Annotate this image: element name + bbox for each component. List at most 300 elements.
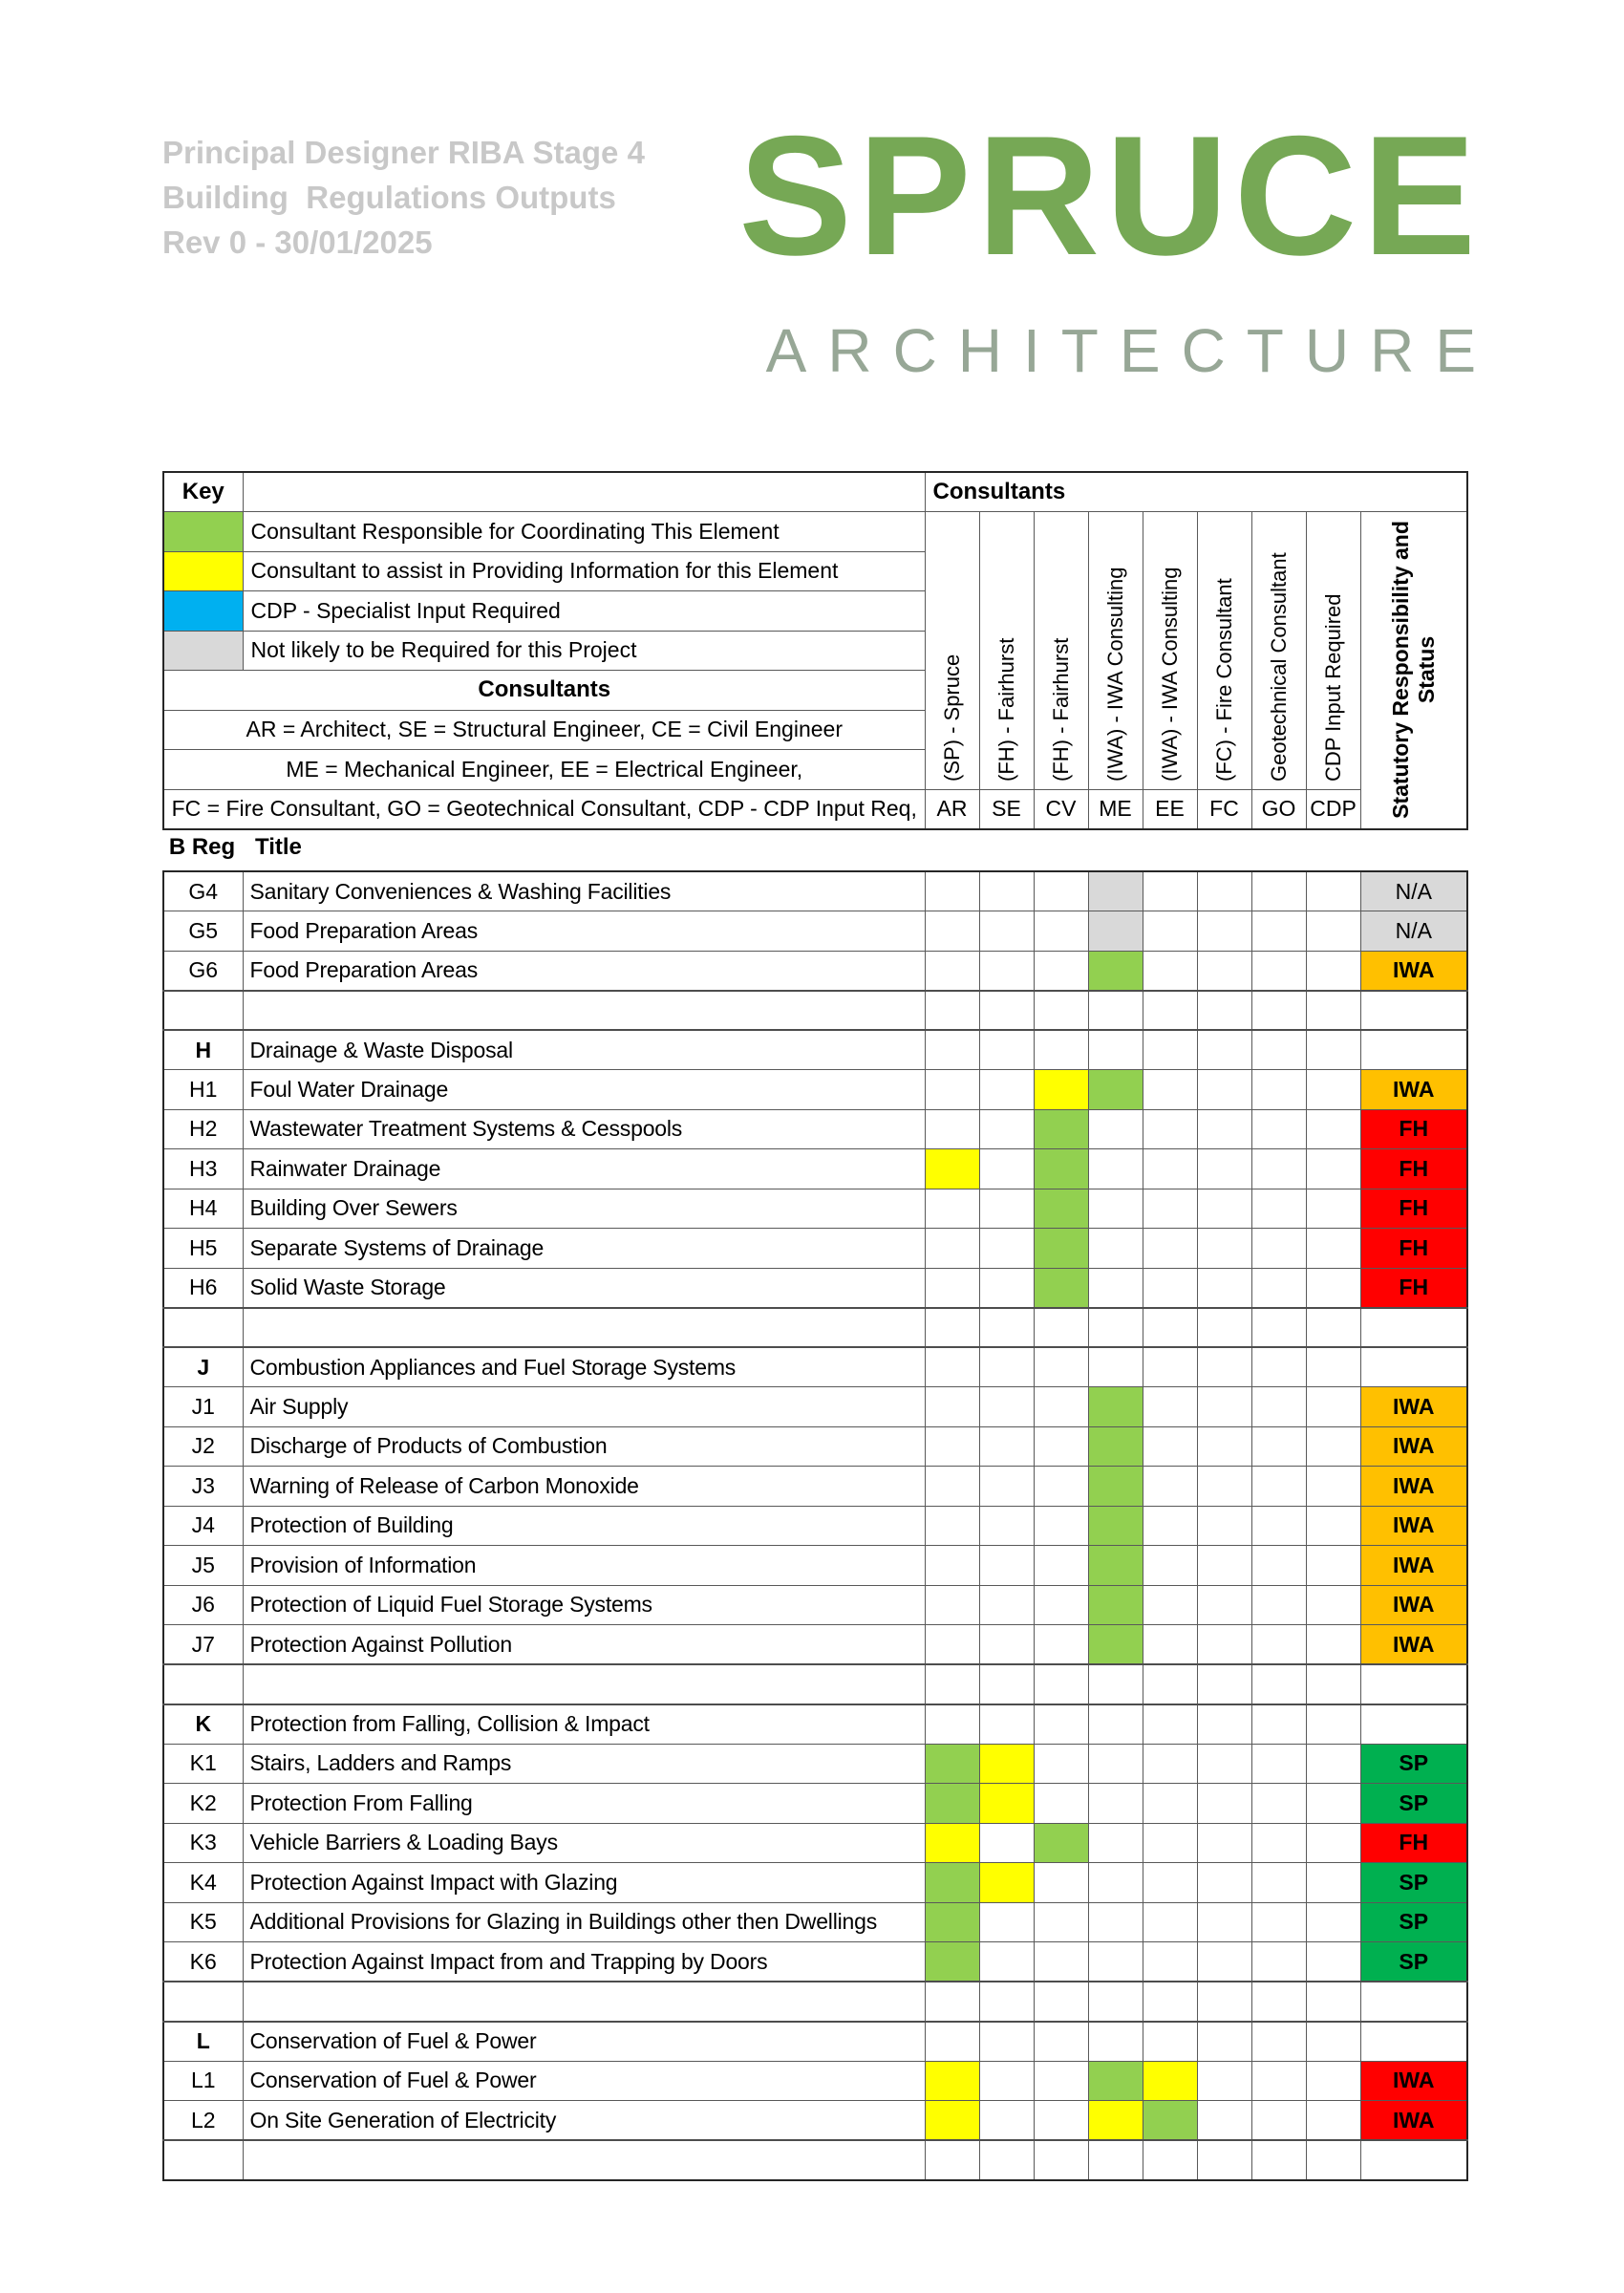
grid-cell-AR	[925, 1149, 979, 1189]
grid-cell-SE	[979, 1784, 1034, 1824]
grid-cell-ME	[1088, 911, 1143, 952]
grid-cell-SE	[979, 2101, 1034, 2141]
breg-title-cell: Wastewater Treatment Systems & Cesspools	[243, 1109, 925, 1149]
column-header-ME: (IWA) - IWA Consulting	[1088, 512, 1143, 790]
grid-cell-CV	[1034, 1426, 1088, 1467]
grid-cell-ME	[1088, 1308, 1143, 1348]
grid-cell-SE	[979, 1070, 1034, 1110]
grid-cell-FC	[1197, 1426, 1251, 1467]
breg-code-cell	[163, 1664, 243, 1704]
grid-cell-FC	[1197, 871, 1251, 911]
grid-cell-ME	[1088, 1863, 1143, 1903]
architecture-logo-text: ARCHITECTURE	[765, 316, 1497, 385]
grid-cell-SE	[979, 1546, 1034, 1586]
grid-cell-CV	[1034, 1823, 1088, 1863]
legend-row-responsible	[163, 512, 1467, 552]
grid-cell-CDP	[1306, 1942, 1360, 1982]
grid-cell-SE	[979, 1506, 1034, 1546]
legend-text: Consultant Responsible for Coordinating This Element	[243, 512, 925, 552]
grid-cell-FC	[1197, 2140, 1251, 2180]
grid-cell-CV	[1034, 1347, 1088, 1387]
grid-cell-CV	[1034, 1744, 1088, 1784]
grid-cell-SE	[979, 2061, 1034, 2101]
grid-cell-FC	[1197, 1902, 1251, 1942]
breg-code-cell	[163, 2140, 243, 2180]
table-row-J1	[163, 1387, 1467, 1427]
grid-cell-ME	[1088, 1942, 1143, 1982]
grid-cell-CDP	[1306, 1823, 1360, 1863]
column-abbr-FC: FC	[1197, 789, 1251, 829]
status-cell: SP	[1360, 1942, 1467, 1982]
grid-cell-FC	[1197, 1347, 1251, 1387]
grid-cell-EE	[1143, 1942, 1197, 1982]
grid-cell-GO	[1251, 1149, 1306, 1189]
grid-cell-CDP	[1306, 2061, 1360, 2101]
grid-cell-CV	[1034, 911, 1088, 952]
grid-cell-EE	[1143, 1664, 1197, 1704]
grid-cell-EE	[1143, 1823, 1197, 1863]
grid-cell-CV	[1034, 1506, 1088, 1546]
column-header-CV: (FH) - Fairhurst	[1034, 512, 1088, 790]
status-cell: SP	[1360, 1744, 1467, 1784]
grid-cell-EE	[1143, 1982, 1197, 2022]
grid-cell-CDP	[1306, 2140, 1360, 2180]
column-header-SE: (FH) - Fairhurst	[979, 512, 1034, 790]
status-cell: N/A	[1360, 871, 1467, 911]
grid-cell-CV	[1034, 1585, 1088, 1625]
table-row-G5	[163, 911, 1467, 952]
grid-cell-FC	[1197, 1704, 1251, 1745]
grid-cell-AR	[925, 1625, 979, 1665]
grid-cell-FC	[1197, 1942, 1251, 1982]
grid-cell-FC	[1197, 1982, 1251, 2022]
grid-cell-FC	[1197, 1664, 1251, 1704]
breg-title-cell: Protection from Falling, Collision & Impact	[243, 1704, 925, 1745]
column-abbr-SE: SE	[979, 789, 1034, 829]
breg-code-cell: J7	[163, 1625, 243, 1665]
grid-cell-CV	[1034, 1942, 1088, 1982]
grid-cell-AR	[925, 1902, 979, 1942]
status-cell: IWA	[1360, 1426, 1467, 1467]
grid-cell-FC	[1197, 1268, 1251, 1308]
grid-cell-AR	[925, 1467, 979, 1507]
grid-cell-EE	[1143, 1109, 1197, 1149]
column-abbr-EE: EE	[1143, 789, 1197, 829]
grid-cell-ME	[1088, 1585, 1143, 1625]
grid-cell-AR	[925, 1664, 979, 1704]
table-row-K1	[163, 1744, 1467, 1784]
grid-cell-SE	[979, 1149, 1034, 1189]
grid-cell-AR	[925, 1347, 979, 1387]
grid-cell-SE	[979, 1585, 1034, 1625]
table-row-G4	[163, 871, 1467, 911]
grid-cell-EE	[1143, 1308, 1197, 1348]
section-row	[163, 1030, 1467, 1070]
table-row-G6	[163, 951, 1467, 991]
table-row-J5	[163, 1546, 1467, 1586]
grid-cell-SE	[979, 1625, 1034, 1665]
status-cell	[1360, 1308, 1467, 1348]
breg-title-cell: Food Preparation Areas	[243, 951, 925, 991]
grid-cell-ME	[1088, 1387, 1143, 1427]
grid-cell-FC	[1197, 1784, 1251, 1824]
grid-cell-CDP	[1306, 1744, 1360, 1784]
grid-cell-FC	[1197, 1467, 1251, 1507]
breg-code-cell: K5	[163, 1902, 243, 1942]
column-abbr-CV: CV	[1034, 789, 1088, 829]
grid-cell-EE	[1143, 1863, 1197, 1903]
grid-cell-ME	[1088, 1229, 1143, 1269]
grid-cell-ME	[1088, 2101, 1143, 2141]
spacer-row	[163, 1308, 1467, 1348]
breg-code-cell: J1	[163, 1387, 243, 1427]
grid-cell-CDP	[1306, 1347, 1360, 1387]
grid-cell-CDP	[1306, 1585, 1360, 1625]
grid-cell-EE	[1143, 1546, 1197, 1586]
grid-cell-GO	[1251, 1902, 1306, 1942]
grid-cell-GO	[1251, 1109, 1306, 1149]
breg-title-cell: Conservation of Fuel & Power	[243, 2061, 925, 2101]
grid-cell-FC	[1197, 1070, 1251, 1110]
grid-cell-GO	[1251, 2022, 1306, 2062]
status-cell: IWA	[1360, 2101, 1467, 2141]
grid-cell-CV	[1034, 1704, 1088, 1745]
breg-code-cell: H5	[163, 1229, 243, 1269]
grid-cell-CV	[1034, 1546, 1088, 1586]
grid-cell-ME	[1088, 1784, 1143, 1824]
grid-cell-CV	[1034, 1664, 1088, 1704]
grid-cell-SE	[979, 1426, 1034, 1467]
breg-title-cell: Protection Against Pollution	[243, 1625, 925, 1665]
title-label: Title	[255, 834, 302, 860]
breg-code-cell: K1	[163, 1744, 243, 1784]
grid-cell-CV	[1034, 1784, 1088, 1824]
breg-title-cell: Discharge of Products of Combustion	[243, 1426, 925, 1467]
breg-title-cell	[243, 1982, 925, 2022]
grid-cell-CDP	[1306, 1506, 1360, 1546]
grid-cell-AR	[925, 1704, 979, 1745]
legend-swatch-yellow	[163, 551, 243, 591]
breg-code-cell: K4	[163, 1863, 243, 1903]
key-label: Key	[163, 472, 243, 512]
grid-cell-EE	[1143, 951, 1197, 991]
grid-cell-CDP	[1306, 1704, 1360, 1745]
grid-cell-AR	[925, 2140, 979, 2180]
breg-title-cell: Air Supply	[243, 1387, 925, 1427]
grid-cell-EE	[1143, 1744, 1197, 1784]
grid-cell-CDP	[1306, 1070, 1360, 1110]
grid-cell-CV	[1034, 1902, 1088, 1942]
grid-cell-GO	[1251, 1229, 1306, 1269]
abbrev-line-3: FC = Fire Consultant, GO = Geotechnical Consultant, CDP - CDP Input Req,	[163, 789, 925, 829]
grid-cell-AR	[925, 1268, 979, 1308]
grid-cell-EE	[1143, 1229, 1197, 1269]
grid-cell-CDP	[1306, 1426, 1360, 1467]
breg-title-cell: Foul Water Drainage	[243, 1070, 925, 1110]
grid-cell-CV	[1034, 871, 1088, 911]
status-cell: IWA	[1360, 1467, 1467, 1507]
breg-title-cell: Food Preparation Areas	[243, 911, 925, 952]
status-cell: SP	[1360, 1863, 1467, 1903]
grid-cell-GO	[1251, 1268, 1306, 1308]
grid-cell-SE	[979, 871, 1034, 911]
breg-title-cell: Protection Against Impact with Glazing	[243, 1863, 925, 1903]
grid-cell-GO	[1251, 991, 1306, 1031]
grid-cell-GO	[1251, 1704, 1306, 1745]
grid-cell-ME	[1088, 2061, 1143, 2101]
breg-code-cell: K2	[163, 1784, 243, 1824]
grid-cell-FC	[1197, 1149, 1251, 1189]
grid-cell-AR	[925, 2022, 979, 2062]
breg-title-cell	[243, 1308, 925, 1348]
grid-cell-GO	[1251, 1982, 1306, 2022]
grid-cell-CDP	[1306, 991, 1360, 1031]
grid-cell-AR	[925, 1426, 979, 1467]
grid-cell-CDP	[1306, 1902, 1360, 1942]
status-cell: IWA	[1360, 1585, 1467, 1625]
grid-cell-AR	[925, 1387, 979, 1427]
grid-cell-GO	[1251, 2061, 1306, 2101]
grid-cell-CV	[1034, 1308, 1088, 1348]
status-cell	[1360, 1704, 1467, 1745]
grid-cell-SE	[979, 1229, 1034, 1269]
grid-cell-FC	[1197, 1387, 1251, 1427]
grid-cell-GO	[1251, 871, 1306, 911]
grid-cell-SE	[979, 911, 1034, 952]
table-row-H6	[163, 1268, 1467, 1308]
grid-cell-CV	[1034, 1189, 1088, 1229]
grid-cell-EE	[1143, 2140, 1197, 2180]
grid-cell-FC	[1197, 1625, 1251, 1665]
legend-text: Consultant to assist in Providing Information for this Element	[243, 551, 925, 591]
grid-cell-ME	[1088, 1467, 1143, 1507]
table-row-L2	[163, 2101, 1467, 2141]
status-cell: IWA	[1360, 1387, 1467, 1427]
column-header-GO: Geotechnical Consultant	[1251, 512, 1306, 790]
status-cell: IWA	[1360, 951, 1467, 991]
status-cell	[1360, 1664, 1467, 1704]
grid-cell-ME	[1088, 1109, 1143, 1149]
breg-title-cell: Solid Waste Storage	[243, 1268, 925, 1308]
grid-cell-FC	[1197, 1030, 1251, 1070]
breg-title-strip	[162, 827, 1466, 870]
grid-cell-CV	[1034, 1268, 1088, 1308]
breg-label: B Reg	[168, 834, 236, 860]
key-header-empty-cell	[243, 472, 925, 512]
grid-cell-SE	[979, 1109, 1034, 1149]
legend-swatch-gray	[163, 631, 243, 671]
breg-code-cell: L2	[163, 2101, 243, 2141]
status-cell	[1360, 2140, 1467, 2180]
grid-cell-CDP	[1306, 1149, 1360, 1189]
grid-cell-FC	[1197, 2101, 1251, 2141]
breg-code-cell: H2	[163, 1109, 243, 1149]
grid-cell-SE	[979, 1902, 1034, 1942]
grid-cell-CDP	[1306, 1863, 1360, 1903]
grid-cell-AR	[925, 2061, 979, 2101]
grid-cell-EE	[1143, 1387, 1197, 1427]
grid-cell-SE	[979, 1982, 1034, 2022]
grid-cell-ME	[1088, 951, 1143, 991]
grid-cell-ME	[1088, 1982, 1143, 2022]
grid-cell-ME	[1088, 1704, 1143, 1745]
column-header-FC: (FC) - Fire Consultant	[1197, 512, 1251, 790]
table-row-J6	[163, 1585, 1467, 1625]
grid-cell-CDP	[1306, 2022, 1360, 2062]
spacer-row	[163, 991, 1467, 1031]
key-legend-table	[162, 471, 1468, 830]
breg-title-cell: Combustion Appliances and Fuel Storage Systems	[243, 1347, 925, 1387]
grid-cell-ME	[1088, 2022, 1143, 2062]
grid-cell-FC	[1197, 1823, 1251, 1863]
column-header-AR: (SP) - Spruce	[925, 512, 979, 790]
grid-cell-EE	[1143, 871, 1197, 911]
grid-cell-CDP	[1306, 1030, 1360, 1070]
grid-cell-GO	[1251, 1863, 1306, 1903]
grid-cell-EE	[1143, 1268, 1197, 1308]
grid-cell-AR	[925, 1942, 979, 1982]
breg-code-cell	[163, 1308, 243, 1348]
table-row-H3	[163, 1149, 1467, 1189]
breg-code-cell: J2	[163, 1426, 243, 1467]
breg-title-cell	[243, 1664, 925, 1704]
spruce-logo-wordmark: SPRUCE	[738, 100, 1482, 290]
breg-code-cell: G6	[163, 951, 243, 991]
doc-title-line-2: Building Regulations Outputs	[162, 180, 616, 215]
status-cell: FH	[1360, 1229, 1467, 1269]
grid-cell-GO	[1251, 951, 1306, 991]
grid-cell-GO	[1251, 1030, 1306, 1070]
breg-title-cell: Vehicle Barriers & Loading Bays	[243, 1823, 925, 1863]
grid-cell-CDP	[1306, 1229, 1360, 1269]
grid-cell-FC	[1197, 2022, 1251, 2062]
status-cell	[1360, 1347, 1467, 1387]
grid-cell-AR	[925, 1546, 979, 1586]
breg-title-cell: Provision of Information	[243, 1546, 925, 1586]
grid-cell-GO	[1251, 1308, 1306, 1348]
status-cell: N/A	[1360, 911, 1467, 952]
grid-cell-CDP	[1306, 1467, 1360, 1507]
grid-cell-EE	[1143, 991, 1197, 1031]
table-row-K3	[163, 1823, 1467, 1863]
spacer-row	[163, 1664, 1467, 1704]
grid-cell-ME	[1088, 1347, 1143, 1387]
grid-cell-AR	[925, 911, 979, 952]
status-cell	[1360, 991, 1467, 1031]
grid-cell-EE	[1143, 1902, 1197, 1942]
grid-cell-EE	[1143, 2061, 1197, 2101]
table-row-J4	[163, 1506, 1467, 1546]
grid-cell-CV	[1034, 2022, 1088, 2062]
doc-title-line-1: Principal Designer RIBA Stage 4	[162, 135, 645, 170]
consultants-header: Consultants	[925, 472, 1467, 512]
column-abbr-AR: AR	[925, 789, 979, 829]
grid-cell-EE	[1143, 1149, 1197, 1189]
grid-cell-SE	[979, 1467, 1034, 1507]
breg-title-cell: Protection of Building	[243, 1506, 925, 1546]
grid-cell-AR	[925, 1506, 979, 1546]
column-abbr-ME: ME	[1088, 789, 1143, 829]
grid-cell-CV	[1034, 1625, 1088, 1665]
breg-code-cell: H4	[163, 1189, 243, 1229]
grid-cell-ME	[1088, 1625, 1143, 1665]
grid-cell-FC	[1197, 1546, 1251, 1586]
table-row-K5	[163, 1902, 1467, 1942]
status-cell	[1360, 1982, 1467, 2022]
breg-code-cell: J5	[163, 1546, 243, 1586]
grid-cell-FC	[1197, 1506, 1251, 1546]
breg-title-cell: Drainage & Waste Disposal	[243, 1030, 925, 1070]
breg-title-cell: Separate Systems of Drainage	[243, 1229, 925, 1269]
grid-cell-CDP	[1306, 951, 1360, 991]
breg-code-cell: G5	[163, 911, 243, 952]
spacer-row	[163, 2140, 1467, 2180]
grid-cell-SE	[979, 951, 1034, 991]
grid-cell-AR	[925, 1982, 979, 2022]
grid-cell-AR	[925, 1308, 979, 1348]
abbrev-line-row-3	[163, 789, 1467, 829]
breg-code-cell: J6	[163, 1585, 243, 1625]
column-abbr-CDP: CDP	[1306, 789, 1360, 829]
grid-cell-GO	[1251, 1784, 1306, 1824]
table-row-K4	[163, 1863, 1467, 1903]
grid-cell-AR	[925, 1109, 979, 1149]
status-cell: FH	[1360, 1268, 1467, 1308]
grid-cell-ME	[1088, 1823, 1143, 1863]
table-row-K2	[163, 1784, 1467, 1824]
breg-code-cell: J3	[163, 1467, 243, 1507]
grid-cell-FC	[1197, 1585, 1251, 1625]
grid-cell-EE	[1143, 1070, 1197, 1110]
grid-cell-SE	[979, 1387, 1034, 1427]
breg-code-cell: K6	[163, 1942, 243, 1982]
table-row-J7	[163, 1625, 1467, 1665]
legend-text: Not likely to be Required for this Project	[243, 631, 925, 671]
grid-cell-AR	[925, 1823, 979, 1863]
grid-cell-CDP	[1306, 911, 1360, 952]
breg-title-cell: On Site Generation of Electricity	[243, 2101, 925, 2141]
grid-cell-CV	[1034, 1149, 1088, 1189]
grid-cell-GO	[1251, 1744, 1306, 1784]
grid-cell-CV	[1034, 1982, 1088, 2022]
status-cell: SP	[1360, 1784, 1467, 1824]
table-row-J2	[163, 1426, 1467, 1467]
grid-cell-EE	[1143, 1347, 1197, 1387]
table-row-H4	[163, 1189, 1467, 1229]
grid-cell-ME	[1088, 871, 1143, 911]
breg-title-cell	[243, 991, 925, 1031]
breg-code-cell: J4	[163, 1506, 243, 1546]
grid-cell-CV	[1034, 2061, 1088, 2101]
breg-code-cell: J	[163, 1347, 243, 1387]
grid-cell-GO	[1251, 1625, 1306, 1665]
grid-cell-CV	[1034, 1109, 1088, 1149]
grid-cell-EE	[1143, 911, 1197, 952]
breg-title-cell: Protection From Falling	[243, 1784, 925, 1824]
grid-cell-SE	[979, 2140, 1034, 2180]
grid-cell-CDP	[1306, 1268, 1360, 1308]
breg-code-cell: K3	[163, 1823, 243, 1863]
grid-cell-GO	[1251, 1823, 1306, 1863]
grid-cell-GO	[1251, 1426, 1306, 1467]
grid-cell-ME	[1088, 1664, 1143, 1704]
grid-cell-AR	[925, 1863, 979, 1903]
abbrev-line-2: ME = Mechanical Engineer, EE = Electrical Engineer,	[163, 750, 925, 790]
grid-cell-ME	[1088, 1030, 1143, 1070]
grid-cell-AR	[925, 1784, 979, 1824]
grid-cell-AR	[925, 1585, 979, 1625]
breg-title-cell: Stairs, Ladders and Ramps	[243, 1744, 925, 1784]
